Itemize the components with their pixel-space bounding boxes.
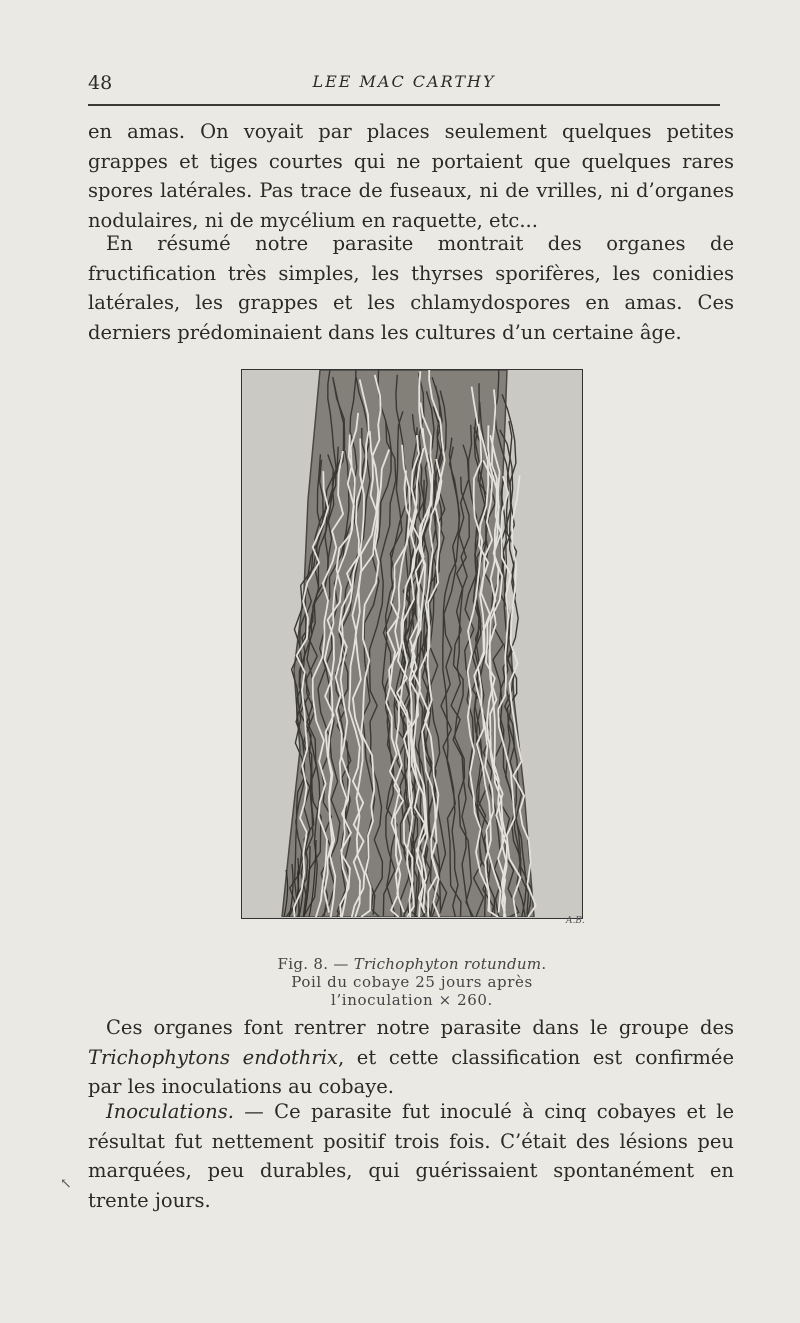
illustrator-initials: A.B.: [566, 916, 585, 926]
paragraph-4-italic: Inoculations.: [106, 1100, 234, 1123]
running-title: LEE MAC CARTHY: [312, 72, 496, 91]
paragraph-3-text: Ces organes font rentrer notre parasite dans le groupe des: [106, 1016, 734, 1039]
paragraph-2-text: En résumé notre parasite montrait des organes de fructification très simples, les thyrses sporifères, les conidies latérales, les grappes et les chlamydospores en amas. Ces derniers prédominaient dans les cultures d’un certaine âge.: [88, 232, 734, 344]
paragraph-4: [88, 1097, 734, 1215]
page-number: 48: [88, 72, 113, 94]
figure-caption-line-1: [240, 955, 584, 973]
figure-hair-micrograph: [241, 369, 583, 919]
paragraph-2: [88, 229, 734, 347]
caption-label: Fig. 8. —: [277, 955, 354, 973]
paragraph-3: [88, 1013, 734, 1102]
paragraph-3-text-end: , et cette classification est confirmée par les inoculations au cobaye.: [88, 1045, 734, 1098]
paragraph-3-italic: Trichophytons endothrix: [88, 1045, 338, 1069]
margin-mark: ↖: [60, 1176, 72, 1192]
running-header: [88, 72, 720, 100]
paragraph-1: en amas. On voyait par places seulement quelques petites grappes et tiges courtes qui ne portaient que quelques rares spores latérales. Pas trace de fuseaux, ni de vrilles, ni d’organes nodulaires, ni de mycélium en raquette, etc...: [88, 120, 734, 232]
paragraph-4-text: — Ce parasite fut inoculé à cinq cobayes et le résultat fut nettement positif trois fois. C’était des lésions peu marquées, peu durables, qui guérissaient spontanément en trente jours.: [88, 1100, 734, 1212]
hair-illustration: [242, 370, 581, 917]
figure-caption-line-2: Poil du cobaye 25 jours après l’inoculation × 260.: [291, 973, 533, 1009]
caption-species: Trichophyton rotundum: [353, 955, 542, 973]
caption-end: .: [541, 955, 547, 973]
header-rule: [88, 104, 720, 106]
